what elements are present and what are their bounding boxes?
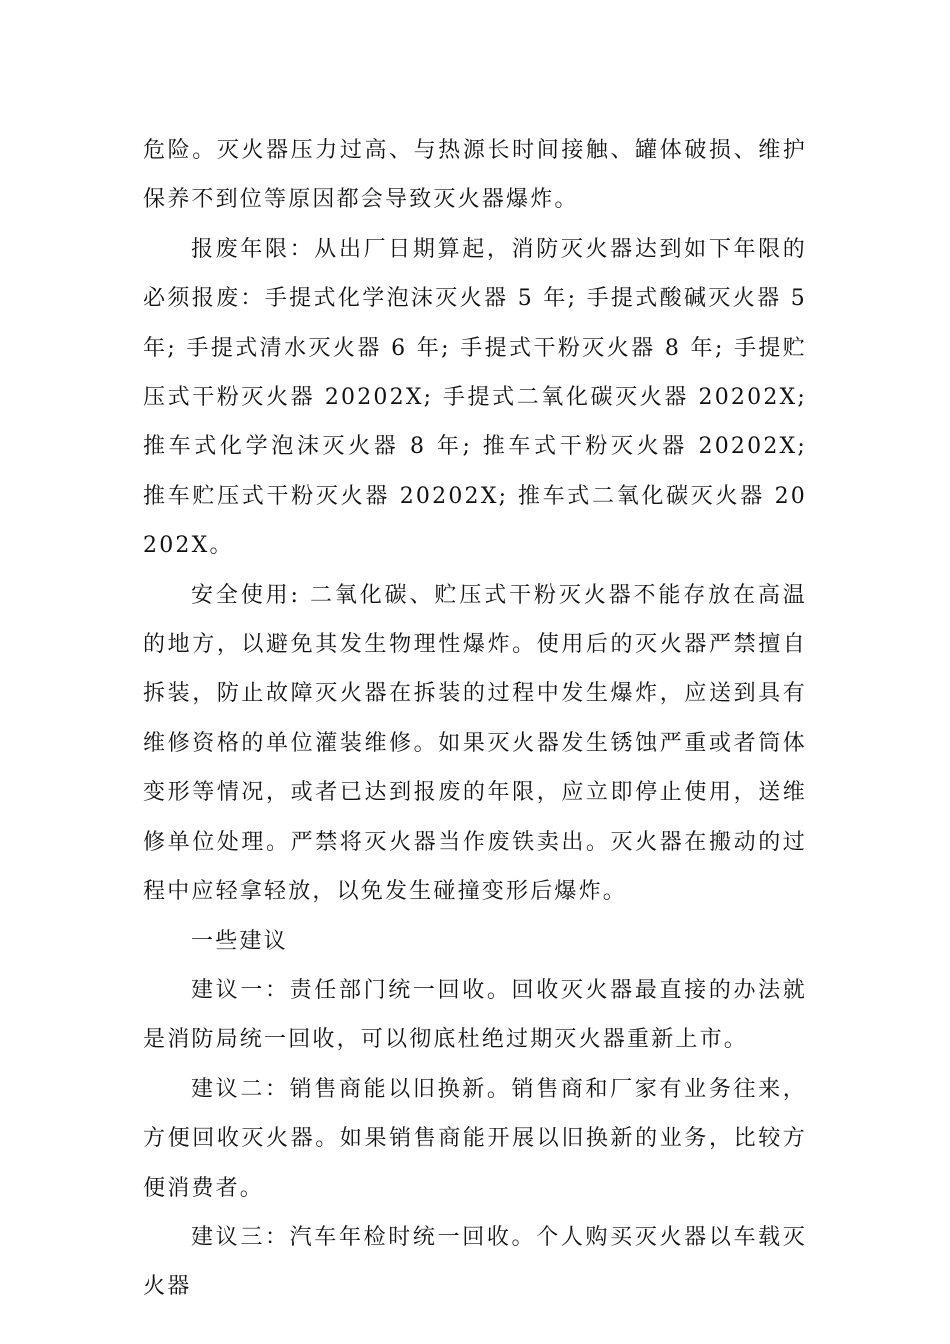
paragraph-suggestion-two: 建议二：销售商能以旧换新。销售商和厂家有业务往来，方便回收灭火器。如果销售商能开展以旧换新的业务，比较方便消费者。 (143, 1076, 807, 1201)
paragraph-suggestion-three: 建议三：汽车年检时统一回收。个人购买灭火器以车载灭火器 (143, 1224, 807, 1300)
paragraph-scrap-years: 报废年限：从出厂日期算起，消防灭火器达到如下年限的必须报废：手提式化学泡沫灭火器 5 年; 手提式酸碱灭火器 5 年; 手提式清水灭火器 6 年; 手提式干粉灭火器 8 年; 手提贮压式干粉灭火器 20202X; 手提式二氧化碳灭火器 20202X; 推车式化学泡沫灭火器 8 年; 推车式干粉灭火器 20202X; 推车贮压式干粉灭火器 20202X; 推车式二氧化碳灭火器 20202X。 (143, 236, 807, 559)
paragraph-explosion-causes: 危险。灭火器压力过高、与热源长时间接触、罐体破损、维护保养不到位等原因都会导致灭火器爆炸。 (143, 138, 807, 213)
paragraph-safe-use: 安全使用: 二氧化碳、贮压式干粉灭火器不能存放在高温的地方，以避免其发生物理性爆炸。使用后的灭火器严禁擅自拆装，防止故障灭火器在拆装的过程中发生爆炸，应送到具有维修资格的单位灌装维修。如果灭火器发生锈蚀严重或者筒体变形等情况，或者已达到报废的年限，应立即停止使用，送维修单位处理。严禁将灭火器当作废铁卖出。灭火器在搬动的过程中应轻拿轻放，以免发生碰撞变形后爆炸。 (143, 582, 807, 905)
section-heading-suggestions: 一些建议 (191, 928, 288, 954)
paragraph-suggestion-one: 建议一：责任部门统一回收。回收灭火器最直接的办法就是消防局统一回收，可以彻底杜绝过期灭火器重新上市。 (143, 977, 807, 1053)
document-body (143, 126, 807, 1312)
